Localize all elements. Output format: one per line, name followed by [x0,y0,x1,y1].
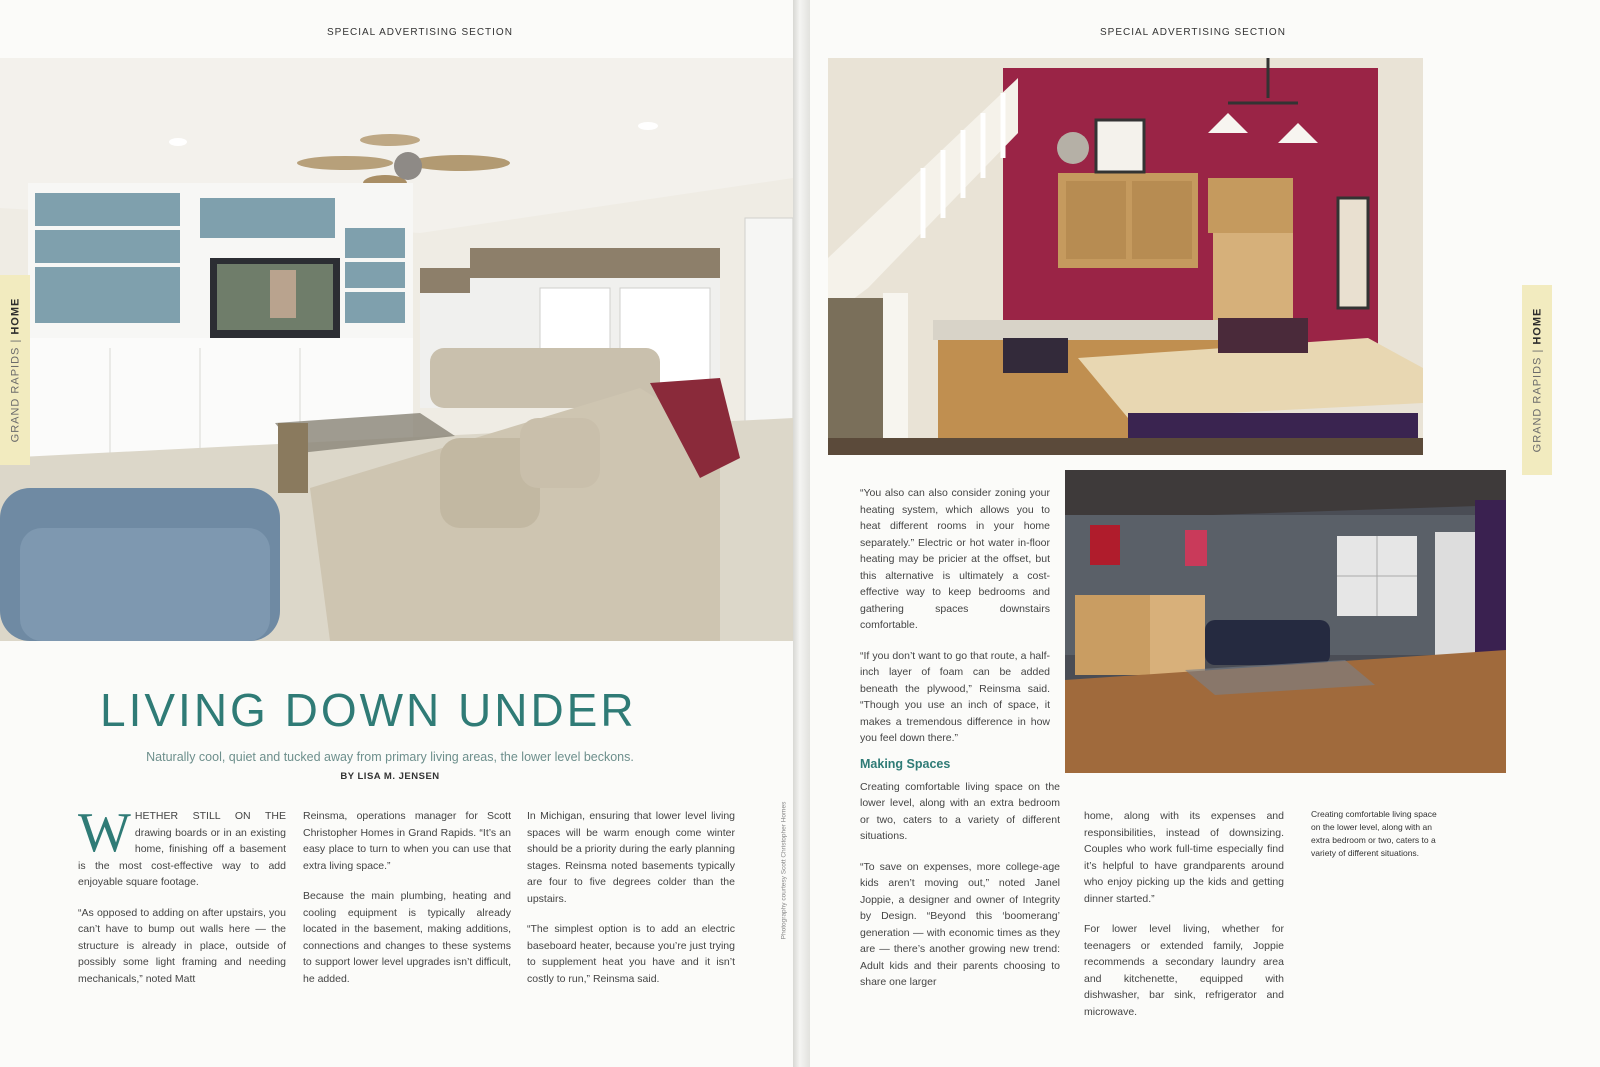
section-heading: Making Spaces [860,757,951,771]
byline: BY LISA M. JENSEN [340,771,440,782]
photo-caption: Creating comfortable living space on the lower level, along with an extra bedroom or two, caters to a variety of different situations. [1311,809,1437,858]
col4-paragraph-1: “You also can also consider zoning your heating system, which allows you to heat different rooms in your home separately.” Electric or hot water in-floor heating may be pricier at the offset, but this alternative is ultimately a cost-effective way to keep bedrooms and gathering spaces downstairs comfortable. [860,487,1050,631]
body-column-3 [527,808,735,1001]
photo-credit [778,760,790,980]
side-tab-right-region: GRAND RAPIDS [1531,356,1544,453]
col5-paragraph-1: Creating comfortable living space on the lower level, along with an extra bedroom or two, caters to a variety of different situations. [860,780,1060,842]
body-column-1 [78,802,286,1001]
left-page [0,0,793,1067]
col1-paragraph-1: HETHER STILL ON THE drawing boards or in an existing home, finishing off a basement is the most cost-effective way to add enjoyable square footage. [78,810,286,888]
body-column-4 [860,485,1050,761]
col6-paragraph-1: home, along with its expenses and responsibilities, instead of downsizing. Couples who work full-time especially find it’s helpful to have grandparents around who enjoy picking up the kids and getting dinner started.” [1084,810,1284,905]
side-tab-left-region: GRAND RAPIDS [9,346,22,443]
side-tab-left-section: HOME [9,297,22,335]
article-deck [140,748,640,786]
header-label-left: SPECIAL ADVERTISING SECTION [327,27,513,38]
col2-paragraph-2: Because the main plumbing, heating and cooling equipment is typically already located in the basement, making additions, connections and changes to these systems to support lower level upgrades isn’t difficult, he added. [303,890,511,985]
col1-paragraph-2: “As opposed to adding on after upstairs, you can’t have to bump out walls here — the structure is already in place, outside of possibly some light framing and needing mechanicals,” noted Matt [78,906,286,985]
col5-paragraph-2: “To save on expenses, more college-age kids aren’t moving out,” noted Janel Joppie, a designer and owner of Integrity by Design. “Beyond this ‘boomerang’ generation — with economic times as they are — there’s another growing new trend: Adult kids and their parents choosing to share one larger [860,860,1060,988]
col6-paragraph-2: For lower level living, whether for teenagers or extended family, Joppie recommends a secondary laundry area and kitchenette, equipped with dishwasher, bar sink, refrigerator and microwave. [1084,923,1284,1018]
col3-paragraph-2: “The simplest option is to add an electric baseboard heater, because you’re just trying to supplement heat you have and it isn’t costly to run,” Reinsma said. [527,923,735,985]
side-tab-right-separator: | [1531,344,1544,357]
side-tab-right-section: HOME [1531,307,1544,345]
side-tab-left [0,275,30,465]
drop-cap: W [78,802,131,864]
body-column-6 [1084,808,1284,1034]
article-title: LIVING DOWN UNDER [100,684,637,736]
kitchenette-photo [828,58,1423,455]
deck-text: Naturally cool, quiet and tucked away from primary living areas, the lower level beckons. [146,750,634,764]
side-tab-left-separator: | [9,334,22,347]
page-gutter [793,0,810,1067]
basement-media-room-photo [1065,470,1506,773]
right-page [810,0,1600,1067]
living-room-photo [0,58,793,641]
body-column-2 [303,808,511,1001]
col4-paragraph-2: “If you don’t want to go that route, a half-inch layer of foam can be added beneath the plywood,” Reinsma said. “Though you use an inch of space, it makes a tremendous difference in how you feel down there.” [860,649,1050,744]
side-tab-right [1522,285,1552,475]
col2-paragraph-1: Reinsma, operations manager for Scott Christopher Homes in Grand Rapids. “It’s an easy place to turn to when you can use that extra living space.” [303,810,511,872]
photo-credit-text: Photography courtesy Scott Christopher Homes [780,801,788,939]
header-label-right: SPECIAL ADVERTISING SECTION [1100,27,1286,38]
col3-paragraph-1: In Michigan, ensuring that lower level living spaces will be warm enough come winter should be a priority during the early planning stages. Reinsma noted basements typically are four to five degrees colder than the upstairs. [527,810,735,905]
body-column-5 [860,756,1060,1005]
